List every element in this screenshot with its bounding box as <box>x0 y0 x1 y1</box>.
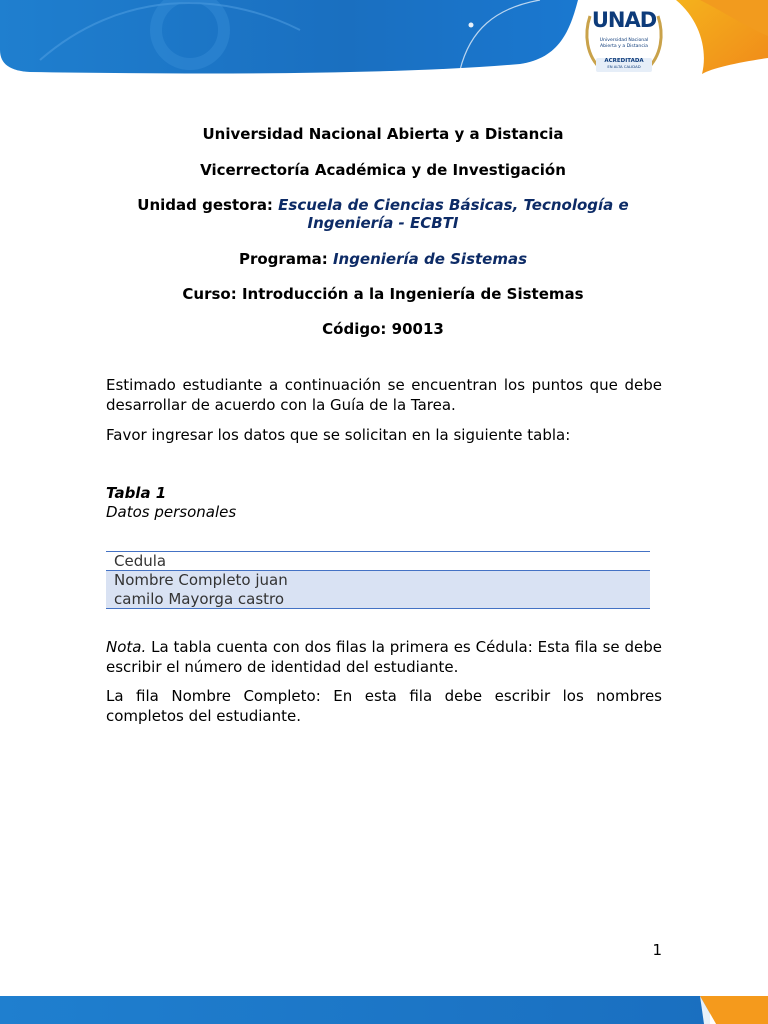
logo-wordmark: UNAD <box>591 8 657 32</box>
note-label: Nota. <box>106 638 147 656</box>
table-subtitle: Datos personales <box>106 503 237 521</box>
codigo: Código: 90013 <box>322 320 444 338</box>
logo-subtitle: Universidad Nacional Abierta y a Distancia <box>599 38 649 49</box>
note-paragraph <box>106 637 662 677</box>
logo-badge: ACREDITADA <box>604 58 644 64</box>
unad-logo <box>582 6 666 74</box>
footer-banner <box>0 994 768 1024</box>
note-text: La tabla cuenta con dos filas la primera es Cédula: Esta fila se debe escribir el número de identidad del estudiante. <box>106 638 662 676</box>
table-title: Tabla 1 <box>106 484 167 502</box>
nombre-cell-line2: camilo Mayorga castro <box>114 590 285 608</box>
intro-paragraph: Estimado estudiante a continuación se encuentran los puntos que debe desarrollar de acuerdo con la Guía de la Tarea. <box>106 376 662 414</box>
vicerrectoria: Vicerrectoría Académica y de Investigación <box>200 161 566 179</box>
unidad-gestora <box>100 196 666 232</box>
note2-paragraph: La fila Nombre Completo: En esta fila debe escribir los nombres completos del estudiante. <box>106 687 662 725</box>
unidad-value-line1: Escuela de Ciencias Básicas, Tecnología e <box>278 196 629 214</box>
nombre-cell-line1: Nombre Completo juan <box>114 571 288 589</box>
page-number: 1 <box>652 941 662 959</box>
instruction-paragraph: Favor ingresar los datos que se solicitan en la siguiente tabla: <box>106 426 571 444</box>
curso: Curso: Introducción a la Ingeniería de Sistemas <box>182 285 584 303</box>
university-name: Universidad Nacional Abierta y a Distancia <box>202 125 564 143</box>
programa-label: Programa: <box>238 250 328 268</box>
unidad-value-line2: Ingeniería - ECBTI <box>307 214 459 232</box>
personal-data-table <box>106 551 650 609</box>
logo-badge-sub: EN ALTA CALIDAD <box>607 64 641 69</box>
table-row-cedula <box>106 552 650 571</box>
unidad-label: Unidad gestora: <box>137 196 273 214</box>
programa-value: Ingeniería de Sistemas <box>332 250 528 268</box>
table-row-nombre <box>106 571 650 608</box>
programa <box>100 250 666 268</box>
cedula-cell: Cedula <box>114 552 167 570</box>
